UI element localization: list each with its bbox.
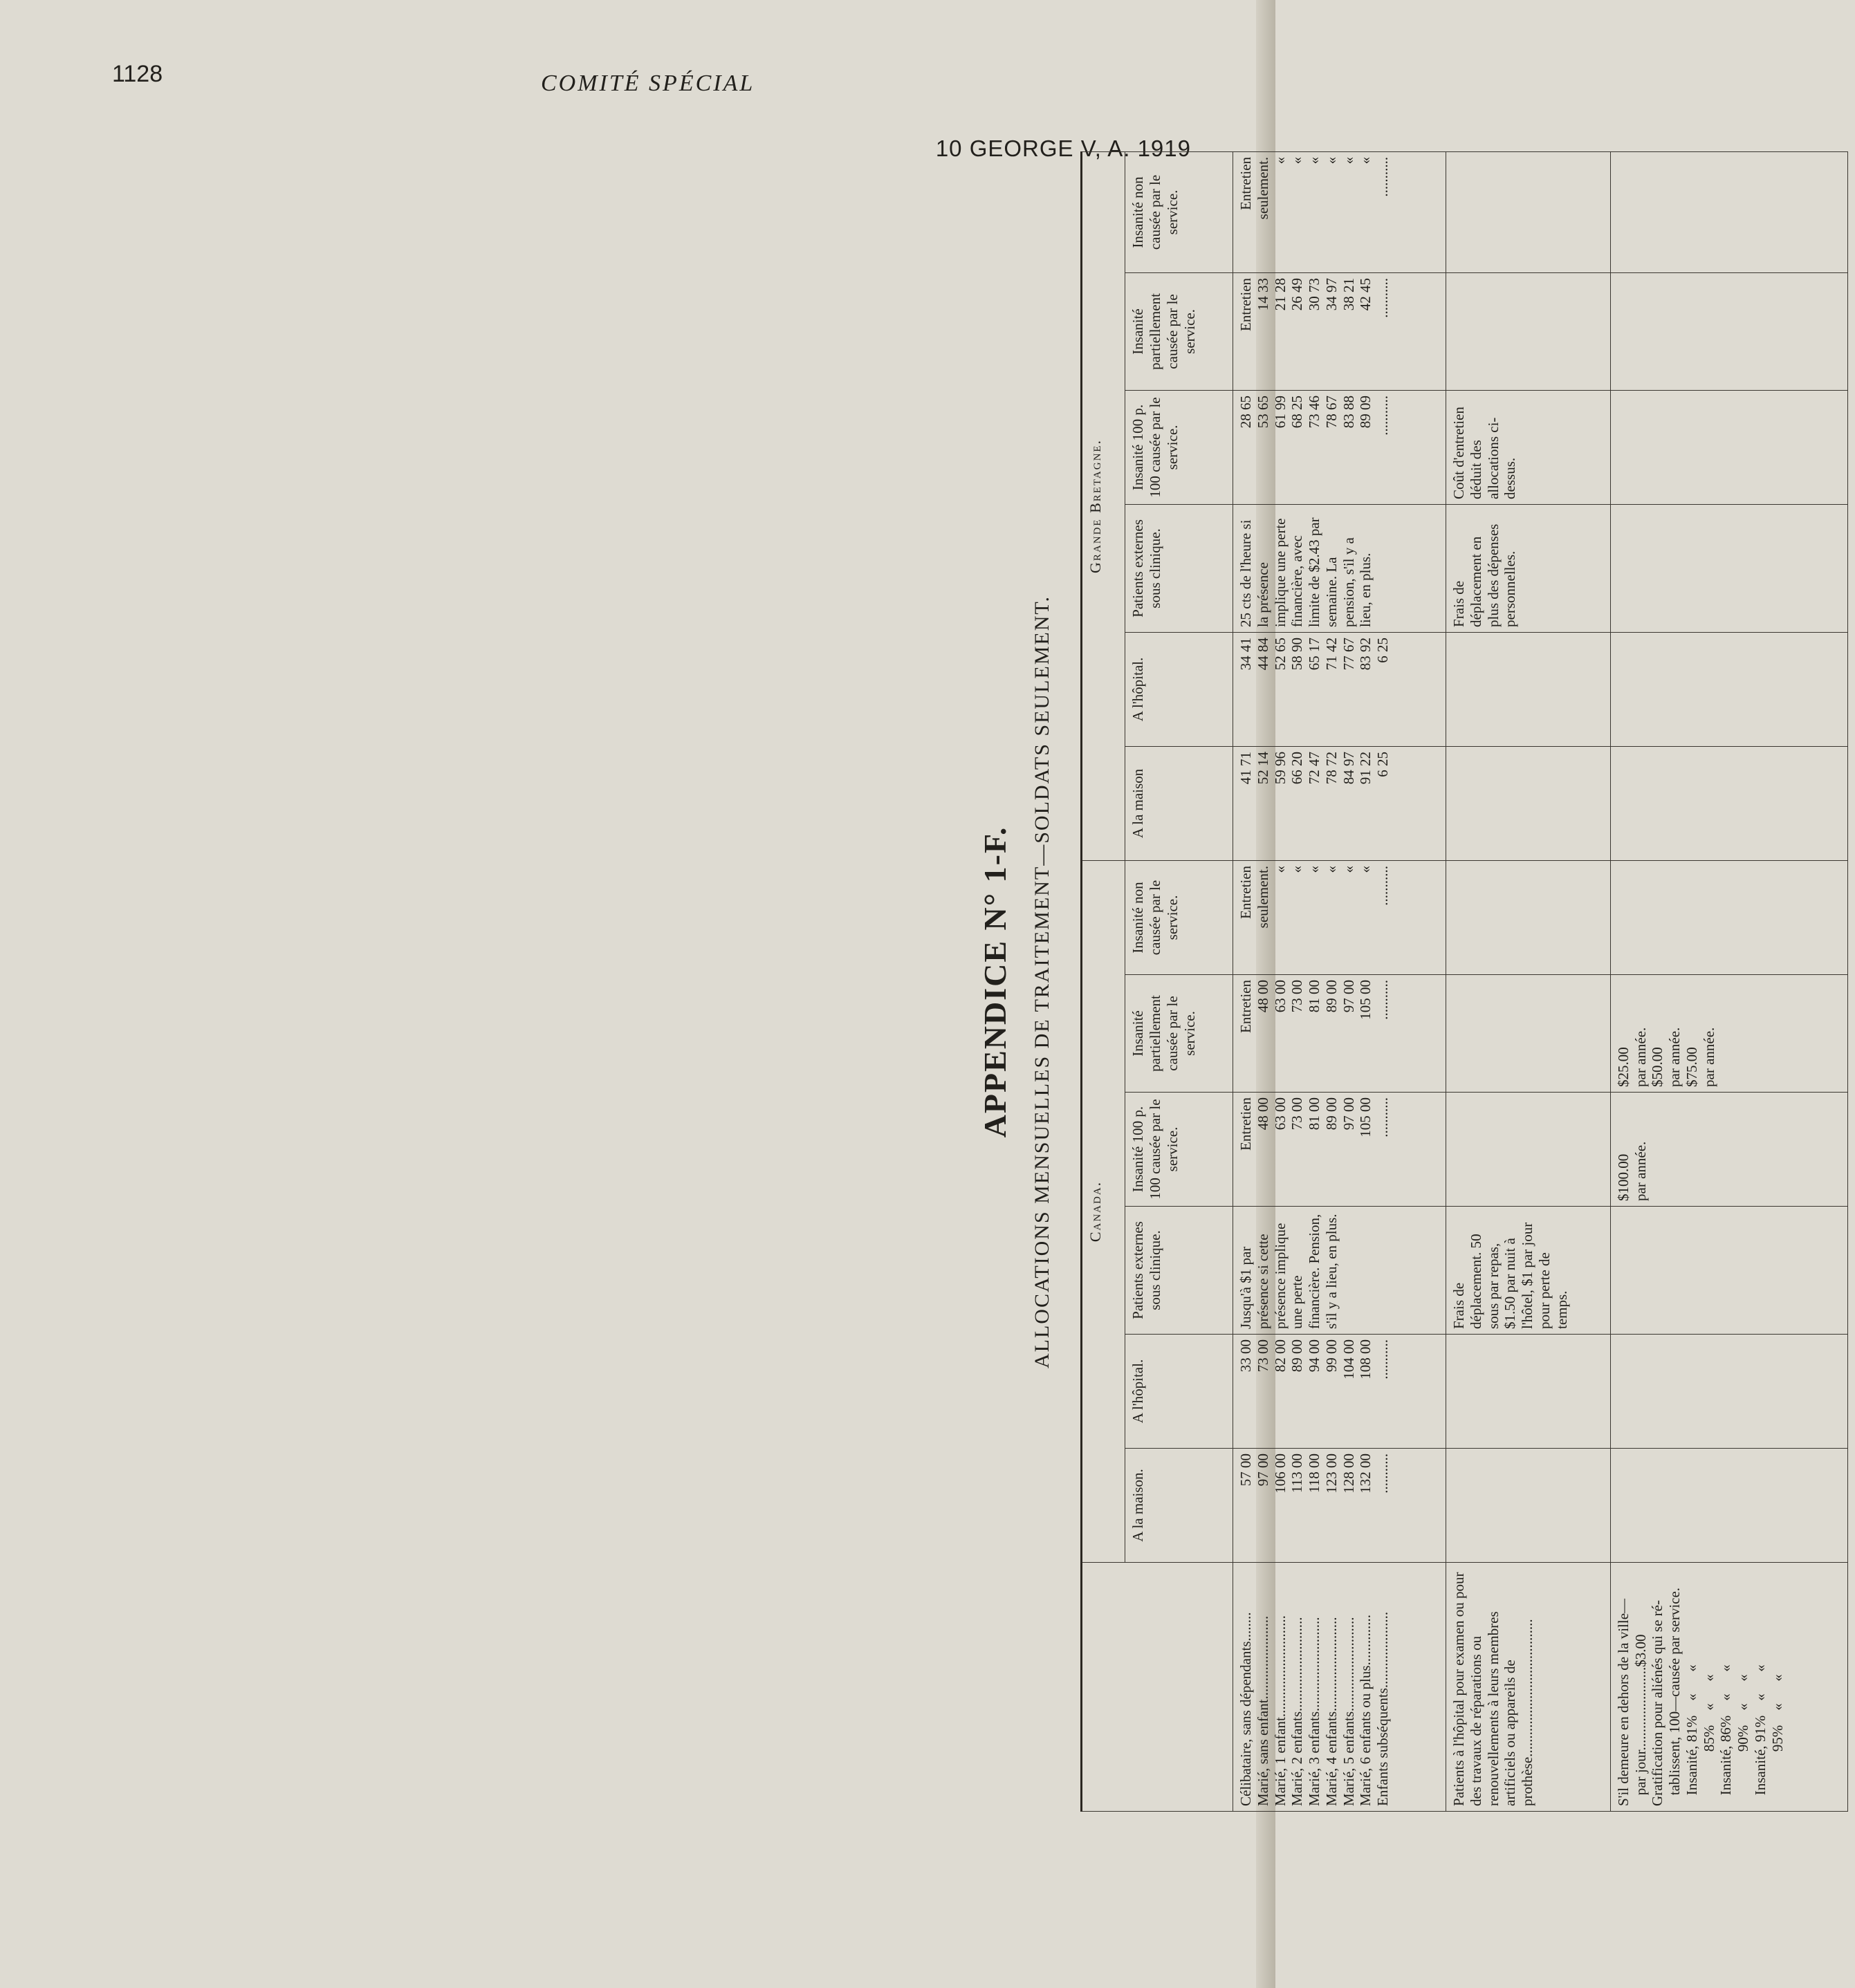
- cell-empty: [1610, 504, 1847, 632]
- cell-prothese-gb-insanite-100: Coût d'entretien déduit des allocations ci-dessus.: [1446, 390, 1611, 504]
- cell-canada-maison: 57 00 97 00 106 00 113 00 118 00 123 00 128 00 132 00 ...........: [1233, 1449, 1446, 1563]
- cell-gb-hopital: 34 41 44 84 52 65 58 90 65 17 71 42 77 67 83 92 6 25: [1233, 632, 1446, 746]
- cell-empty: [1610, 390, 1847, 504]
- ville-label: S'il demeure en dehors de la ville— par jour.......................$3.00 Gratification pour aliénés qui se ré- tablissent, 100—causée par service. Insanité, 81% « « 85% « « Insanité, 86% « « 90% « « Insanité, 91% « « 95% « «: [1610, 1563, 1847, 1812]
- cell-gb-insanite-non: Entretien seulement. « « « « « « ...........: [1233, 151, 1446, 272]
- col-header-gb-maison: A la maison: [1125, 746, 1233, 860]
- group-header-row: [1082, 151, 1125, 1811]
- group-header-grande-bretagne: Grande Bretagne.: [1082, 151, 1125, 860]
- cell-ville-canada-insanite-partielle: $25.00 par année. $50.00 par année. $75.00 par année.: [1610, 975, 1847, 1093]
- cell-canada-insanite-100: Entretien 48 00 63 00 73 00 81 00 89 00 97 00 105 00 ...........: [1233, 1093, 1446, 1207]
- col-header-canada-insanite-non: Insanité non causée par le service.: [1125, 860, 1233, 974]
- cell-empty: [1446, 1093, 1611, 1207]
- allowance-table: [1080, 151, 1848, 1812]
- col-header-canada-insanite-100: Insanité 100 p. 100 causée par le service.: [1125, 1093, 1233, 1207]
- group-header-canada: Canada.: [1082, 860, 1125, 1562]
- cell-empty: [1610, 1335, 1847, 1449]
- prothese-label: Patients à l'hôpital pour examen ou pour des travaux de réparations ou renouvellements à leurs membres artificiels ou appareils de prothèse......................................: [1446, 1563, 1611, 1812]
- cell-empty: [1446, 975, 1611, 1093]
- col-header-gb-insanite-partielle: Insanité partiellement causée par le service.: [1125, 272, 1233, 390]
- col-header-gb-hopital: A l'hôpital.: [1125, 632, 1233, 746]
- cell-empty: [1446, 632, 1611, 746]
- col-header-canada-externes: Patients externes sous clinique.: [1125, 1207, 1233, 1335]
- cell-empty: [1610, 632, 1847, 746]
- page-number: 1128: [112, 61, 163, 87]
- cell-canada-insanite-non: Entretien seulement. « « « « « « ...........: [1233, 860, 1446, 974]
- col-header-canada-maison: A la maison.: [1125, 1449, 1233, 1563]
- cell-empty: [1446, 746, 1611, 860]
- row-label-header: [1082, 1563, 1233, 1812]
- running-head: COMITÉ SPÉCIAL: [541, 71, 755, 96]
- col-header-gb-insanite-100: Insanité 100 p. 100 causée par le service.: [1125, 390, 1233, 504]
- cell-empty: [1610, 1449, 1847, 1563]
- col-header-gb-insanite-non: Insanité non causée par le service.: [1125, 151, 1233, 272]
- cell-empty: [1446, 1335, 1611, 1449]
- cell-empty: [1610, 746, 1847, 860]
- col-header-canada-insanite-partielle: Insanité partiellement causée par le service.: [1125, 975, 1233, 1093]
- cell-empty: [1610, 1207, 1847, 1335]
- table-row-prothese: [1446, 151, 1611, 1811]
- cell-empty: [1446, 1449, 1611, 1563]
- cell-empty: [1610, 151, 1847, 272]
- cell-ville-canada-insanite-100: $100.00 par année.: [1610, 1093, 1847, 1207]
- appendix-title: APPENDICE N° 1-F.: [977, 826, 1013, 1138]
- cell-empty: [1446, 860, 1611, 974]
- table-row-ville: [1610, 151, 1847, 1811]
- row-labels: Célibataire, sans dépendants........ Marié, sans enfant....................... Marié, 1 enfant............................ Marié, 2 enfants.......................... Marié, 3 enfants.......................... Marié, 4 enfants.......................... Marié, 5 enfants.......................... Marié, 6 enfants ou plus.............. Enfants subséquents.....................: [1233, 1563, 1446, 1812]
- appendix-subtitle: ALLOCATIONS MENSUELLES DE TRAITEMENT—SOLDATS SEULEMENT.: [1031, 595, 1053, 1369]
- cell-empty: [1446, 151, 1611, 272]
- cell-canada-hopital: 33 00 73 00 82 00 89 00 94 00 99 00 104 00 108 00 ...........: [1233, 1335, 1446, 1449]
- col-header-gb-externes: Patients externes sous clinique.: [1125, 504, 1233, 632]
- cell-empty: [1610, 860, 1847, 974]
- cell-canada-externes: Jusqu'à $1 par présence si cette présence implique une perte financière. Pension, s'il y a lieu, en plus.: [1233, 1207, 1446, 1335]
- column-header-row: [1125, 151, 1233, 1811]
- cell-gb-maison: 41 71 52 14 59 96 66 20 72 47 78 72 84 97 91 22 6 25: [1233, 746, 1446, 860]
- cell-prothese-canada-externes: Frais de déplacement. 50 sous par repas, $1.50 par nuit à l'hôtel, $1 par jour pour perte de temps.: [1446, 1207, 1611, 1335]
- session-line: 10 GEORGE V, A. 1919: [935, 136, 1191, 161]
- cell-gb-insanite-partielle: Entretien 14 33 21 28 26 49 30 73 34 97 38 21 42 45 ...........: [1233, 272, 1446, 390]
- cell-empty: [1610, 272, 1847, 390]
- rotated-appendix: [977, 152, 1855, 1812]
- cell-gb-externes: 25 cts de l'heure si la présence implique une perte financière, avec limite de $2.43 par semaine. La pension, s'il y a lieu, en plus.: [1233, 504, 1446, 632]
- cell-gb-insanite-100: 28 65 53 65 61 99 68 25 73 46 78 67 83 88 89 09 ...........: [1233, 390, 1446, 504]
- table-row-family-status: [1233, 151, 1446, 1811]
- cell-prothese-gb-externes: Frais de déplacement en plus des dépenses personnelles.: [1446, 504, 1611, 632]
- col-header-canada-hopital: A l'hôpital.: [1125, 1335, 1233, 1449]
- cell-empty: [1446, 272, 1611, 390]
- cell-canada-insanite-partielle: Entretien 48 00 63 00 73 00 81 00 89 00 97 00 105 00 ...........: [1233, 975, 1446, 1093]
